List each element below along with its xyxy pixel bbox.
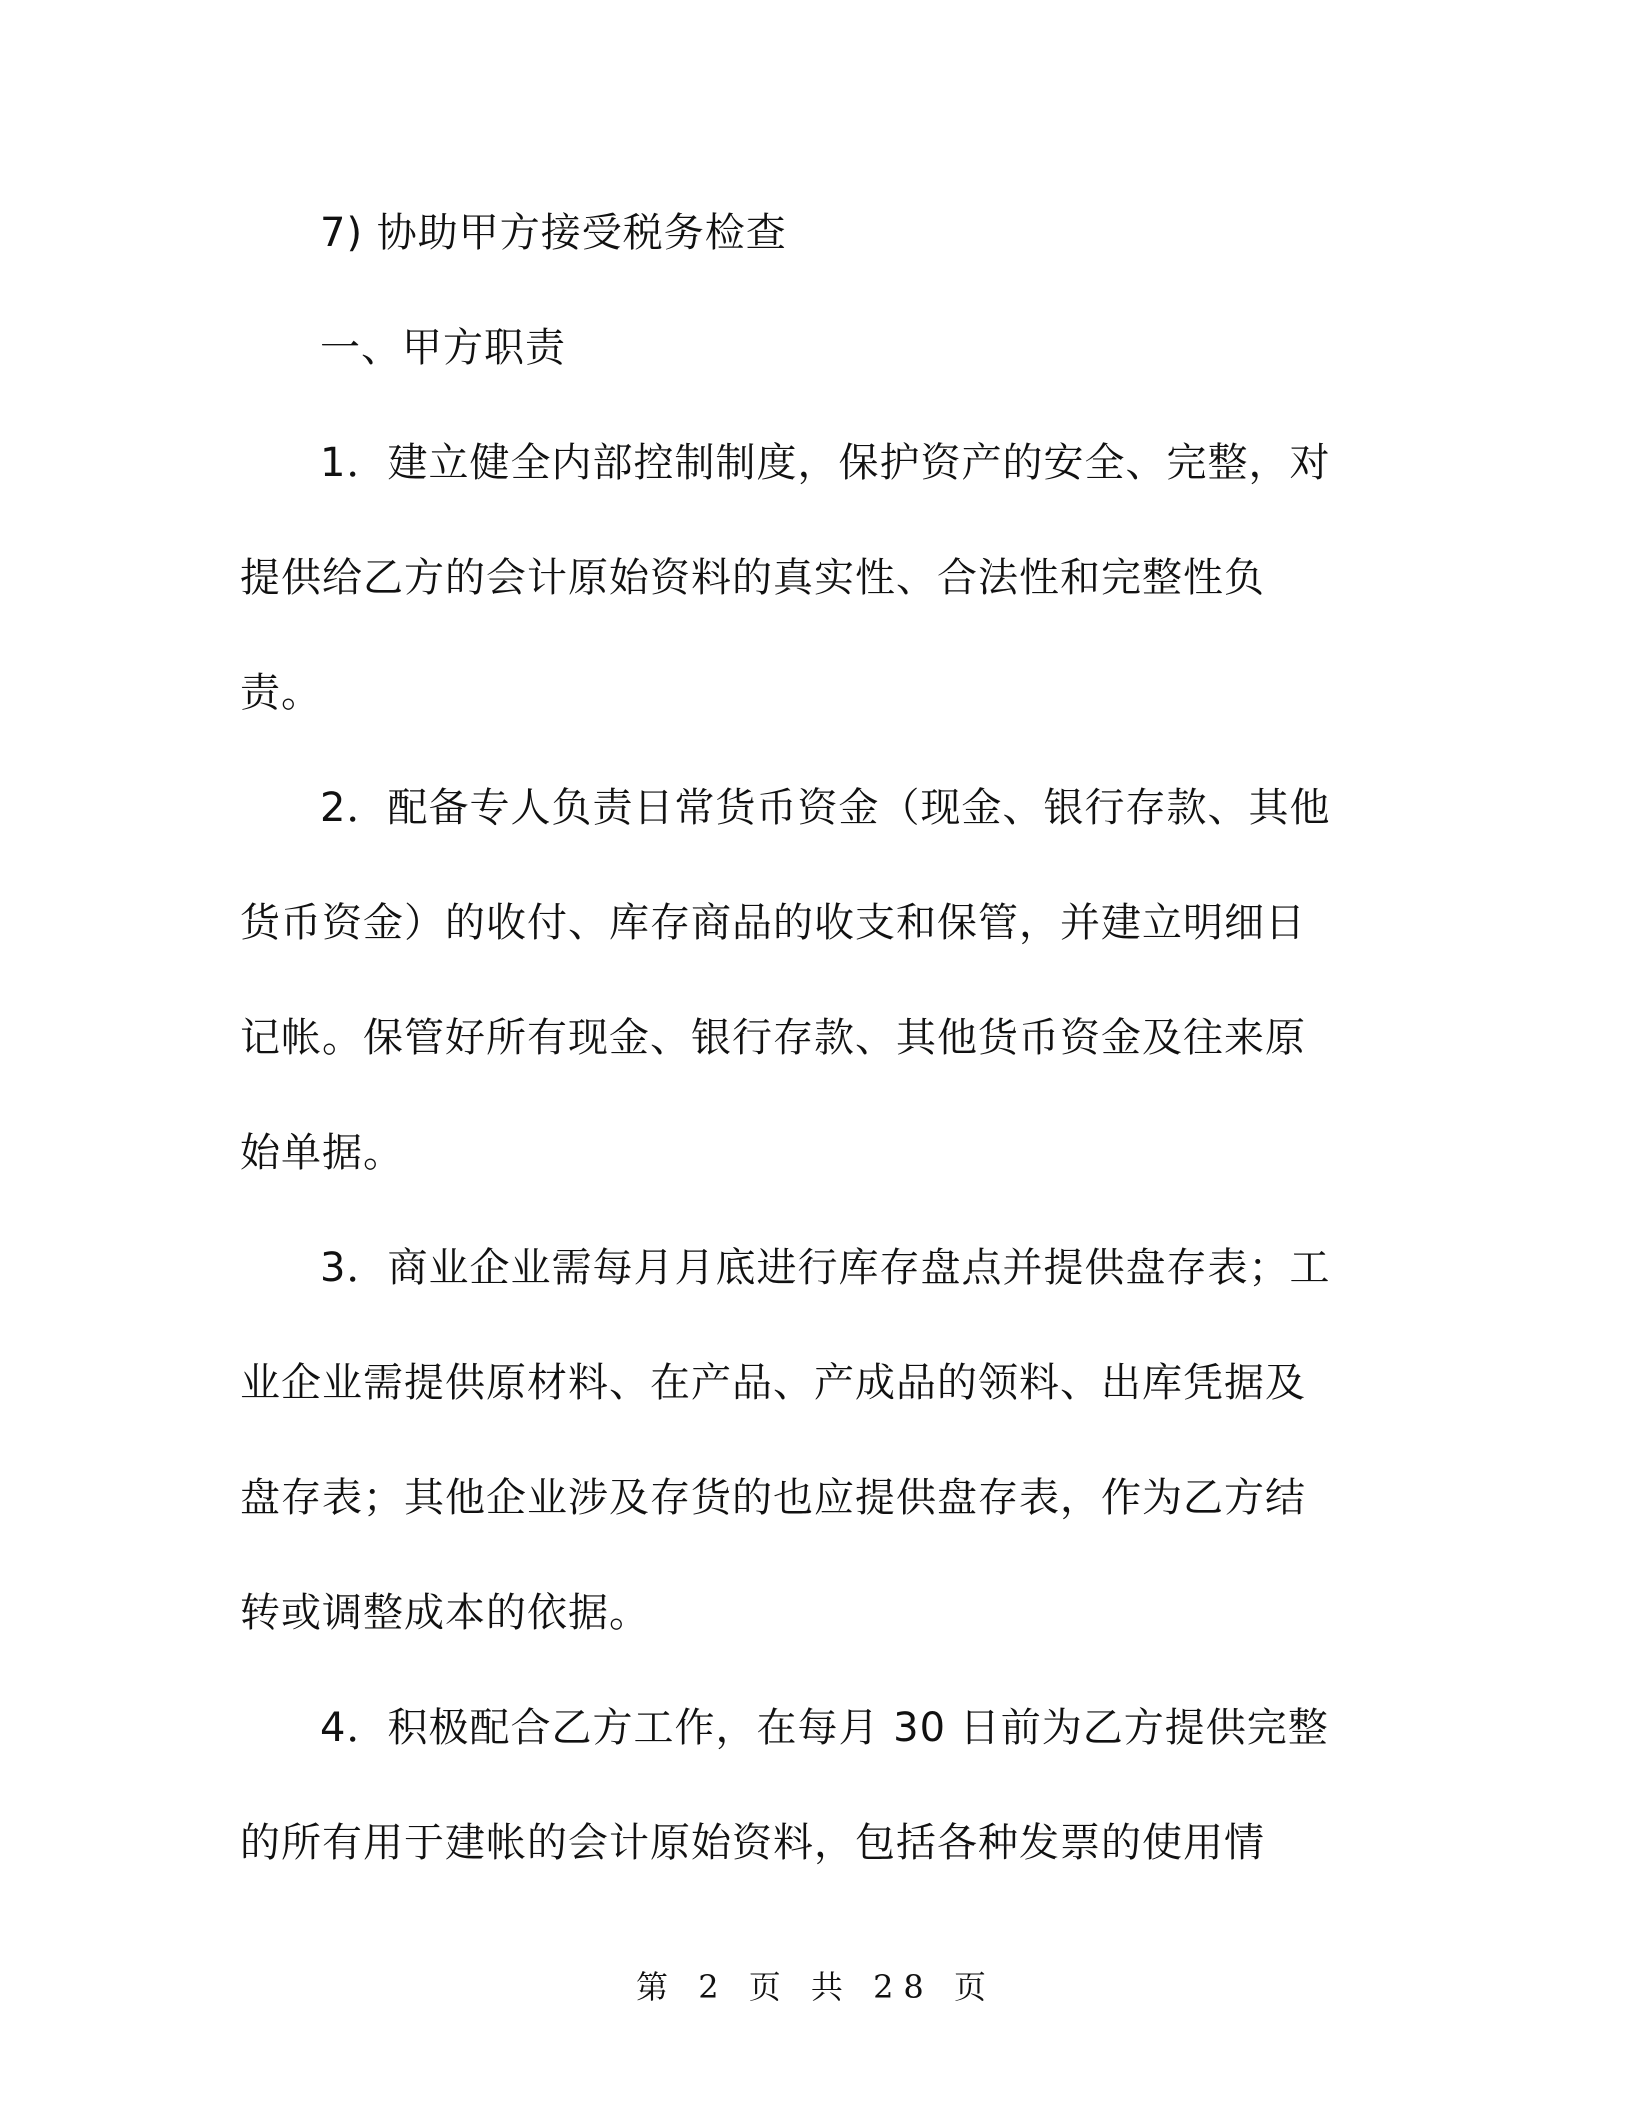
section-heading: 一、甲方职责 [320,325,566,371]
text-line: 1．建立健全内部控制制度，保护资产的安全、完整，对 [320,440,1331,486]
text-line: 4．积极配合乙方工作，在每月 30 日前为乙方提供完整 [320,1705,1329,1751]
text-line: 提供给乙方的会计原始资料的真实性、合法性和完整性负 [240,555,1265,601]
text-line: 业企业需提供原材料、在产品、产成品的领料、出库凭据及 [240,1360,1306,1406]
document-body [240,176,1370,1901]
text-line: 2．配备专人负责日常货币资金（现金、银行存款、其他 [320,785,1331,831]
text-line: 始单据。 [240,1130,404,1176]
text-line: 的所有用于建帐的会计原始资料，包括各种发票的使用情 [240,1820,1265,1866]
text-line: 记帐。保管好所有现金、银行存款、其他货币资金及往来原 [240,1015,1306,1061]
page-number-footer: 第 2 页 共 28 页 [636,1968,996,2006]
text-line: 货币资金）的收付、库存商品的收支和保管，并建立明细日 [240,900,1306,946]
text-line: 3．商业企业需每月月底进行库存盘点并提供盘存表；工 [320,1245,1331,1291]
text-line: 7) 协助甲方接受税务检查 [320,210,787,256]
text-line: 转或调整成本的依据。 [240,1590,650,1636]
text-line: 责。 [240,670,322,716]
text-line: 盘存表；其他企业涉及存货的也应提供盘存表，作为乙方结 [240,1475,1306,1521]
